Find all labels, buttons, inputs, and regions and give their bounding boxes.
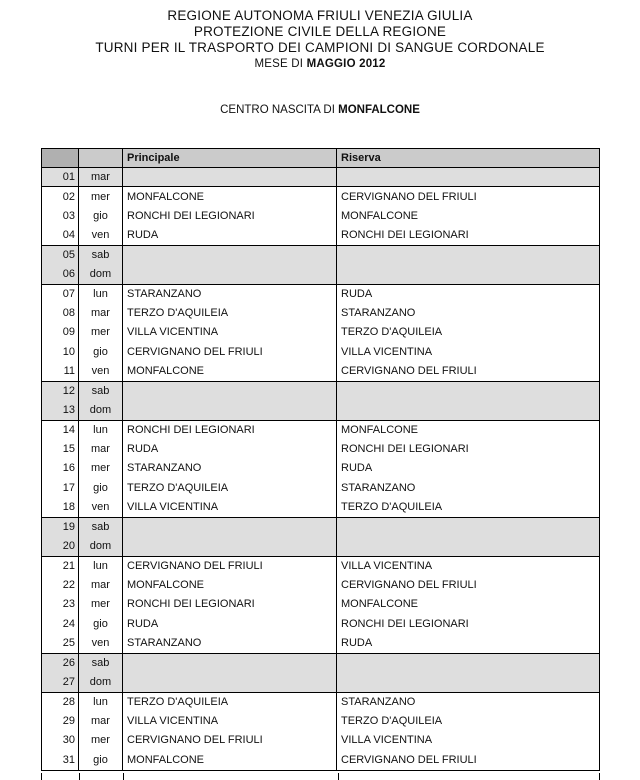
day-number-cell: 20: [42, 536, 79, 555]
riserva-cell: [337, 517, 599, 536]
dow-column-header: [79, 149, 123, 167]
day-name-cell: ven: [79, 634, 123, 653]
day-number-cell: 04: [42, 225, 79, 244]
riserva-cell: STARANZANO: [337, 692, 599, 711]
riserva-cell: TERZO D'AQUILEIA: [341, 501, 443, 514]
riserva-cell: [337, 245, 599, 264]
riserva-cell: RONCHI DEI LEGIONARI: [341, 617, 469, 630]
principale-cell: VILLA VICENTINA: [123, 497, 337, 516]
riserva-cell: [337, 400, 599, 419]
day-number-cell: 03: [42, 206, 79, 225]
day-name-cell: dom: [79, 400, 123, 419]
month-value: MAGGIO 2012: [306, 58, 386, 70]
principale-cell: RUDA: [123, 225, 337, 244]
principale-cell: RONCHI DEI LEGIONARI: [123, 206, 337, 225]
continuation-border-line: [338, 773, 339, 780]
day-number-cell: 17: [42, 478, 79, 497]
principale-cell: RONCHI DEI LEGIONARI: [123, 595, 337, 614]
riserva-cell: RONCHI DEI LEGIONARI: [341, 442, 469, 455]
riserva-cell: RUDA: [341, 462, 373, 475]
riserva-cell: CERVIGNANO DEL FRIULI: [341, 365, 477, 378]
schedule-table: [41, 148, 600, 771]
day-name-cell: ven: [79, 497, 123, 516]
riserva-cell: [337, 381, 599, 400]
principale-cell: [123, 536, 337, 555]
principale-cell: CERVIGNANO DEL FRIULI: [123, 731, 337, 750]
riserva-cell: MONFALCONE: [341, 209, 419, 222]
day-name-cell: lun: [79, 420, 123, 439]
principale-column-header: Principale: [123, 149, 337, 167]
riserva-cell: VILLA VICENTINA: [341, 345, 433, 358]
principale-cell: [123, 672, 337, 691]
riserva-cell: TERZO D'AQUILEIA: [341, 326, 443, 339]
day-number-cell: 14: [42, 420, 79, 439]
principale-cell: CERVIGNANO DEL FRIULI: [123, 342, 337, 361]
day-number-cell: 28: [42, 692, 79, 711]
day-name-cell: sab: [79, 245, 123, 264]
riserva-cell: CERVIGNANO DEL FRIULI: [337, 186, 599, 205]
principale-cell: STARANZANO: [123, 634, 337, 653]
riserva-cell: [337, 653, 599, 672]
day-number-cell: 18: [42, 497, 79, 516]
riserva-cell: RONCHI DEI LEGIONARI: [341, 229, 469, 242]
continuation-border-line: [79, 773, 80, 780]
day-number-cell: 12: [42, 381, 79, 400]
principale-cell: [123, 167, 337, 186]
principale-cell: MONFALCONE: [123, 361, 337, 380]
day-number-cell: 10: [42, 342, 79, 361]
day-number-cell: 21: [42, 556, 79, 575]
day-number-cell: 30: [42, 731, 79, 750]
principale-cell: VILLA VICENTINA: [123, 711, 337, 730]
riserva-cell: MONFALCONE: [337, 420, 599, 439]
principale-cell: RONCHI DEI LEGIONARI: [123, 420, 337, 439]
day-number-cell: 07: [42, 284, 79, 303]
day-name-cell: gio: [79, 206, 123, 225]
day-name-cell: mar: [79, 439, 123, 458]
day-name-cell: mar: [79, 575, 123, 594]
day-name-cell: gio: [79, 750, 123, 769]
day-name-cell: mar: [79, 167, 123, 186]
day-name-cell: ven: [79, 361, 123, 380]
day-name-cell: mer: [79, 186, 123, 205]
day-name-cell: dom: [79, 536, 123, 555]
principale-cell: TERZO D'AQUILEIA: [123, 692, 337, 711]
day-name-cell: mer: [79, 595, 123, 614]
principale-cell: [123, 245, 337, 264]
day-name-cell: sab: [79, 653, 123, 672]
title-region: REGIONE AUTONOMA FRIULI VENEZIA GIULIA: [167, 8, 473, 23]
day-name-cell: mer: [79, 459, 123, 478]
principale-cell: RUDA: [123, 614, 337, 633]
day-number-cell: 23: [42, 595, 79, 614]
day-number-cell: 24: [42, 614, 79, 633]
principale-cell: MONFALCONE: [123, 186, 337, 205]
principale-cell: [123, 264, 337, 283]
day-number-cell: 22: [42, 575, 79, 594]
day-name-cell: lun: [79, 284, 123, 303]
riserva-column-header: Riserva: [337, 149, 599, 167]
day-number-cell: 19: [42, 517, 79, 536]
principale-cell: MONFALCONE: [123, 575, 337, 594]
day-number-cell: 31: [42, 750, 79, 769]
day-number-cell: 11: [42, 361, 79, 380]
principale-cell: CERVIGNANO DEL FRIULI: [123, 556, 337, 575]
riserva-cell: [337, 167, 599, 186]
continuation-border-line: [41, 773, 42, 780]
day-name-cell: lun: [79, 692, 123, 711]
principale-cell: RUDA: [123, 439, 337, 458]
title-month: [0, 57, 640, 72]
day-name-cell: dom: [79, 264, 123, 283]
day-number-cell: 05: [42, 245, 79, 264]
riserva-cell: RUDA: [337, 284, 599, 303]
riserva-cell: [337, 672, 599, 691]
day-number-cell: 13: [42, 400, 79, 419]
day-number-cell: 26: [42, 653, 79, 672]
riserva-cell: VILLA VICENTINA: [337, 556, 599, 575]
day-number-cell: 16: [42, 459, 79, 478]
continuation-border-line: [599, 773, 600, 780]
title-department: PROTEZIONE CIVILE DELLA REGIONE: [193, 24, 447, 39]
day-number-cell: 01: [42, 167, 79, 186]
day-number-cell: 06: [42, 264, 79, 283]
day-name-cell: sab: [79, 381, 123, 400]
continuation-border-line: [123, 773, 124, 780]
principale-cell: [123, 381, 337, 400]
birth-center-title: [0, 104, 640, 116]
month-prefix: MESE DI: [254, 58, 307, 70]
day-name-cell: mer: [79, 323, 123, 342]
principale-cell: VILLA VICENTINA: [123, 323, 337, 342]
day-name-cell: mar: [79, 303, 123, 322]
birth-center-name: MONFALCONE: [338, 104, 420, 116]
day-number-cell: 08: [42, 303, 79, 322]
day-name-cell: gio: [79, 342, 123, 361]
day-name-cell: gio: [79, 478, 123, 497]
riserva-cell: [337, 264, 599, 283]
principale-cell: MONFALCONE: [123, 750, 337, 769]
riserva-cell: RUDA: [341, 637, 373, 650]
principale-cell: TERZO D'AQUILEIA: [123, 478, 337, 497]
day-number-cell: 09: [42, 323, 79, 342]
day-number-cell: 29: [42, 711, 79, 730]
riserva-cell: MONFALCONE: [341, 598, 419, 611]
principale-cell: STARANZANO: [123, 459, 337, 478]
riserva-cell: CERVIGNANO DEL FRIULI: [341, 578, 477, 591]
day-name-cell: mar: [79, 711, 123, 730]
riserva-cell: STARANZANO: [341, 306, 416, 319]
day-number-cell: 27: [42, 672, 79, 691]
day-number-cell: 15: [42, 439, 79, 458]
riserva-cell: CERVIGNANO DEL FRIULI: [341, 753, 477, 766]
day-name-cell: mer: [79, 731, 123, 750]
day-name-cell: dom: [79, 672, 123, 691]
principale-cell: TERZO D'AQUILEIA: [123, 303, 337, 322]
day-name-cell: lun: [79, 556, 123, 575]
birth-center-prefix: CENTRO NASCITA DI: [220, 104, 339, 116]
day-name-cell: sab: [79, 517, 123, 536]
principale-cell: [123, 653, 337, 672]
day-name-cell: ven: [79, 225, 123, 244]
principale-cell: [123, 400, 337, 419]
title-document: TURNI PER IL TRASPORTO DEI CAMPIONI DI SANGUE CORDONALE: [95, 40, 545, 55]
day-number-cell: 25: [42, 634, 79, 653]
riserva-cell: [337, 536, 599, 555]
document-header: [0, 8, 640, 72]
day-number-cell: 02: [42, 186, 79, 205]
table-corner-cell: [42, 149, 79, 167]
riserva-cell: VILLA VICENTINA: [341, 734, 433, 747]
principale-cell: STARANZANO: [123, 284, 337, 303]
principale-cell: [123, 517, 337, 536]
riserva-cell: STARANZANO: [341, 481, 416, 494]
day-name-cell: gio: [79, 614, 123, 633]
riserva-cell: TERZO D'AQUILEIA: [341, 714, 443, 727]
